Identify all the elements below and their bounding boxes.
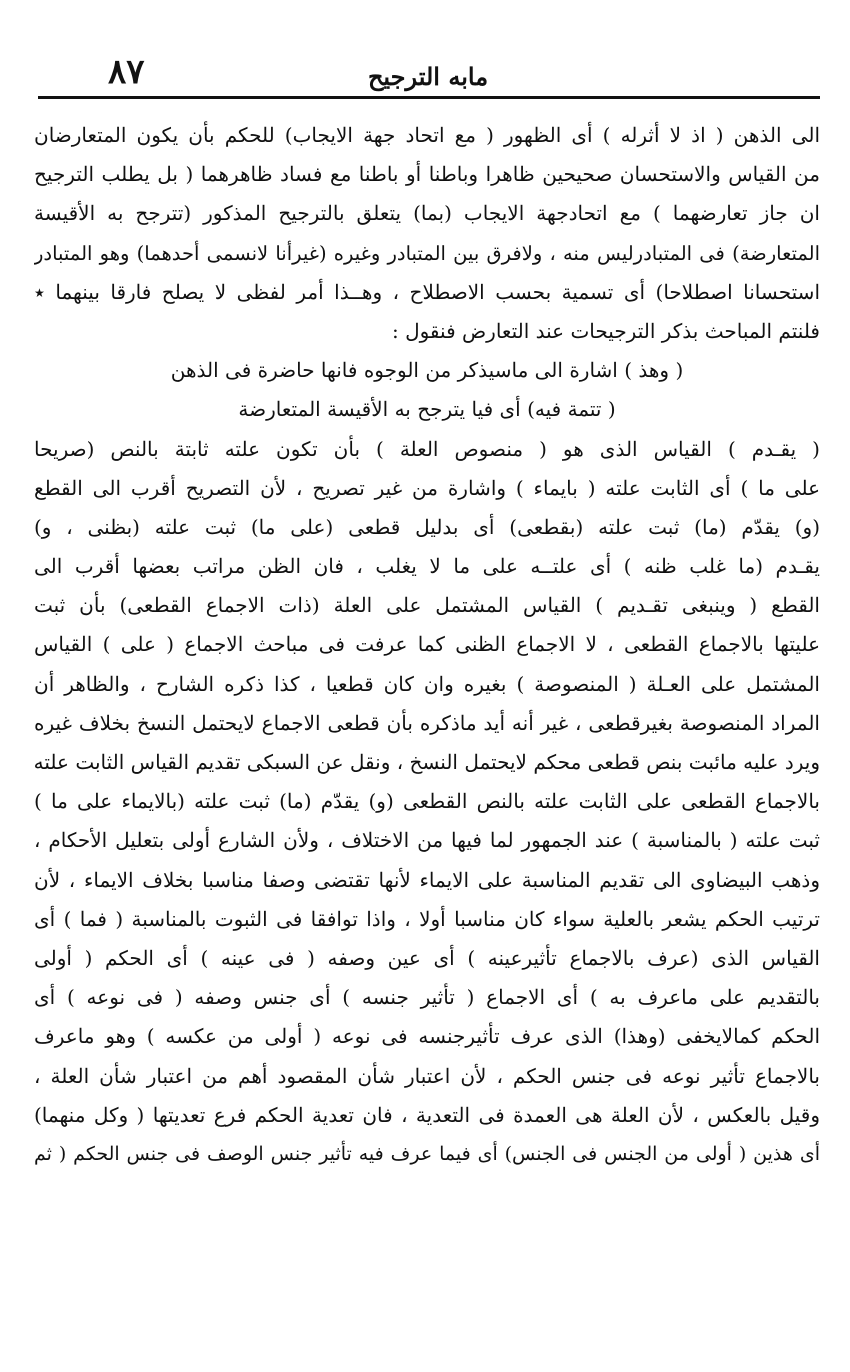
- text-line: المراد المنصوصة بغيرقطعى ، غير أنه أيد ماذكره بأن قطعى الاجماع لايحتمل النسخ بخلاف غيره: [34, 710, 820, 735]
- text-line: (و) يقدّم (ما) ثبت علته (بقطعى) أى بدليل قطعى (على ما) ثبت علته (بظنى ، و): [34, 514, 820, 539]
- text-line: الحكم كمالايخفى (وهذا) الذى عرف تأثيرجنسه فى نوعه ( أولى من عكسه ) وهو ماعرف: [34, 1024, 820, 1049]
- text-line: ثبت علته ( بالمناسبة ) عند الجمهور لما فيها من الاختلاف ، ولأن الشارع أولى بتعليل الأحكام ،: [34, 828, 820, 853]
- text-line: وذهب البيضاوى الى تقديم المناسبة على الايماء لأنها تقتضى وصفا مناسبا بخلاف الايماء ، لأن: [34, 867, 820, 892]
- text-line: استحسانا اصطلاحا) أى تسمية بحسب الاصطلاح ، وهــذا أمر لفظى لا يصلح فارقا بينهما ٭: [34, 279, 820, 304]
- text-line: من القياس والاستحسان صحيحين ظاهرا وباطنا أو باطنا مع فساد ظاهرهما ( بل يطلب الترجيح: [34, 162, 820, 187]
- section-heading: ( تتمة فيه) أى فيا يترجح به الأقيسة المتعارضة: [238, 397, 616, 422]
- text-line: القياس الذى (عرف بالاجماع تأثيرعينه ) أى عين وصفه ( فى عينه ) أى الحكم ( أولى: [34, 945, 820, 970]
- text-line: ويرد عليه مائبت بنص قطعى محكم لايحتمل النسخ ، ونقل عن السبكى تقديم القياس الثابت علته: [34, 750, 820, 774]
- text-line: ترتيب الحكم يشعر بالعلية سواء كان مناسبا أولا ، واذا توافقا فى الثبوت بالمناسبة ( فما ) أى: [34, 906, 820, 931]
- text-line: عليتها بالاجماع القطعى ، لا الاجماع الظنى كما عرفت فى مباحث الاجماع ( على ) القياس: [34, 632, 820, 657]
- body-text: [34, 116, 820, 1174]
- text-line: الى الذهن ( اذ لا أثرله ) أى الظهور ( مع اتحاد جهة الايجاب) للحكم بأن يكون المتعارضان: [34, 123, 820, 147]
- text-line: بالاجماع تأثير نوعه فى جنس الحكم ، لأن اعتبار شأن المقصود أهم من اعتبار شأن العلة ،: [34, 1063, 820, 1088]
- text-line: أى هذين ( أولى من الجنس فى الجنس) أى فيما عرف فيه تأثير جنس الوصف فى جنس الحكم ( ثم: [34, 1142, 820, 1165]
- text-line: المشتمل على العـلة ( المنصوصة ) بغيره وان كان قطعيا ، كذا ذكره الشارح ، والظاهر أن: [34, 671, 820, 696]
- text-line: بالتقديم على ماعرف به ) أى الاجماع ( تأثير جنسه ) أى جنس وصفه ( فى نوعه ) أى: [34, 985, 820, 1010]
- text-line: على ما ) أى الثابت علته ( بايماء ) واشارة من غير تصريح ، لأن التصريح أقرب الى القطع: [34, 475, 820, 500]
- section-heading: ( وهذ ) اشارة الى ماسيذكر من الوجوه فانها حاضرة فى الذهن: [170, 358, 684, 383]
- header-rule: [38, 96, 820, 99]
- text-line: يقـدم (ما غلب ظنه ) أى علتــه على ما لا يغلب ، فان الظن مراتب بعضها أقرب الى: [34, 554, 820, 579]
- running-title: مابه الترجيح: [367, 62, 489, 91]
- text-line: المتعارضة) فى المتبادرليس منه ، ولافرق بين المتبادر وغيره (غيرأنا لانسمى أحدهما) وهو المتبادر: [34, 241, 820, 265]
- page-number: ٨٧: [108, 52, 145, 92]
- page-header: [38, 52, 818, 96]
- text-line: ان جاز تعارضهما ) مع اتحادجهة الايجاب (بما) يتعلق بالترجيح المذكور (تترجح به الأقيسة: [34, 201, 820, 226]
- text-line: القطع ( وينبغى تقـديم ) القياس المشتمل على العلة (ذات الاجماع القطعى) بأن ثبت: [34, 593, 820, 618]
- text-line: بالاجماع القطعى على الثابت علته بالنص القطعى (و) يقدّم (ما) ثبت علته (بالايماء على ما ): [34, 789, 820, 814]
- text-line: فلنتم المباحث بذكر الترجيحات عند التعارض فنقول :: [391, 318, 820, 343]
- text-line: ( يقـدم ) القياس الذى هو ( منصوص العلة ) بأن تكون علته ثابتة بالنص (صريحا: [34, 436, 820, 461]
- text-line: وقيل بالعكس ، لأن العلة هى العمدة فى التعدية ، فان تعدية الحكم فرع تعديتها ( وكل منهما): [34, 1102, 820, 1127]
